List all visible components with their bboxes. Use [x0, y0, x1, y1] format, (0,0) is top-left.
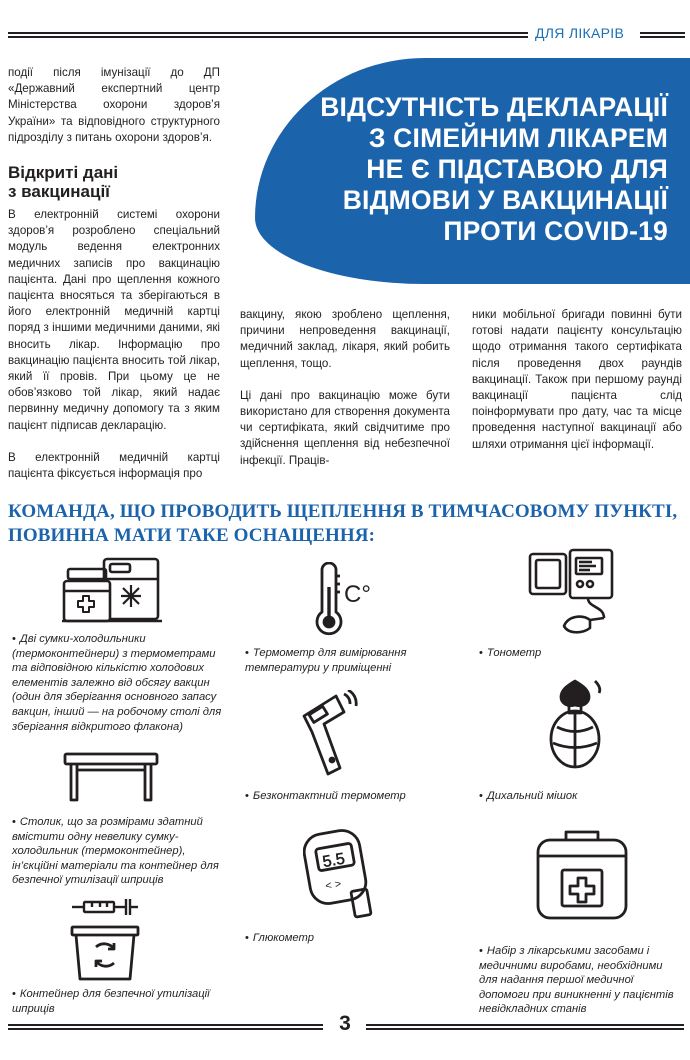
equipment-item-table [12, 815, 222, 888]
item-text: Безконтактний термометр [252, 790, 406, 802]
equipment-heading [8, 500, 688, 548]
column-1 [8, 65, 220, 482]
first-aid-kit-icon [536, 830, 628, 922]
sharps-container-icon [70, 925, 140, 981]
glucometer-icon [303, 828, 383, 920]
bullet: • [12, 633, 16, 645]
section-label: ДЛЯ ЛІКАРІВ [535, 25, 625, 41]
page-number: 3 [339, 1012, 351, 1035]
paragraph: ники мобільної бригади повинні бути готові надати пацієнту консультацію щодо отримання такого сертифіката після проведення двох раундів вакцинації. Також при першому раунді вакцинації пацієнта слід поінформувати про дату, час та місце проведення наступної вакцинації або шляхи отримання цієї інформації. [472, 308, 682, 451]
heading-line: КОМАНДА, ЩО ПРОВОДИТЬ ЩЕПЛЕННЯ В ТИМЧАСОВОМУ ПУНКТІ, [8, 501, 678, 522]
paragraph: вакцину, якою зроблено щеплення, причини непроведення вакцинації, медичний заклад, лікаря, який робить щеплення, тощо. [240, 308, 450, 370]
bullet: • [245, 932, 249, 944]
header-rule-right [640, 32, 685, 38]
paragraph: В електронній медичній картці пацієнта фіксується інформація про [8, 450, 220, 481]
column-2 [240, 307, 450, 469]
bullet: • [12, 816, 16, 828]
equipment-item-breathing-bag [479, 789, 679, 804]
tonometer-icon [528, 548, 618, 636]
item-text: Контейнер для безпечної утилізації шприців [12, 988, 210, 1015]
equipment-item-coolers [12, 632, 222, 734]
banner-line: З СІМЕЙНИМ ЛІКАРЕМ [368, 123, 668, 153]
item-text: Набір з лікарськими засобами і медичними виробами, необхідними для надання першої медичної допомоги при виникненні у пацієнтів невідкладних станів [479, 945, 674, 1016]
heading-line: з вакцинації [8, 182, 110, 202]
bullet: • [245, 790, 249, 802]
item-text: Глюкометр [252, 932, 314, 944]
section-heading [8, 163, 220, 201]
paragraph: В електронній системі охорони здоров’я розроблено спеціальний модуль ведення електронних медичних записів про вакцинацію пацієнта. Дані про щеплення кожного пацієнта вносяться та зберігаються в його електронній медичній картці поряд з іншими медичними даними, які вносить лікар. Інформацію про вакцинацію пацієнта вносить той лікар, який її провів. При цьому це не обов’язково той лікар, який надає первинну медичну допомогу та з яким пацієнт підписав декларацію. [8, 208, 220, 432]
item-text: Дві сумки-холодильники (термоконтейнери) з термометрами та відповідною кількістю холодових елементів залежно від обсягу вакцин (один для зберігання основного запасу вакцин, інший — на робочому столі для зберігання відкритого флакона) [12, 633, 222, 733]
bullet: • [245, 647, 249, 659]
header-rule-left [8, 32, 528, 38]
cooler-bags-icon [62, 557, 162, 623]
bullet: • [12, 988, 16, 1000]
banner-line: ВІДСУТНІСТЬ ДЕКЛАРАЦІЇ [320, 92, 668, 122]
bullet: • [479, 945, 483, 957]
equipment-item-ir-thermometer [245, 789, 455, 804]
bullet: • [479, 790, 483, 802]
paragraph: Ці дані про вакцинацію може бути використано для створення документа чи сертифіката, який свідчитиме про здійснення щеплення від небезпечної інфекції. Праців- [240, 388, 450, 467]
equipment-item-room-thermometer [245, 646, 455, 675]
banner-line: ПРОТИ COVID-19 [443, 216, 668, 246]
equipment-item-sharps [12, 987, 222, 1016]
thermometer-unit: C° [344, 581, 371, 608]
item-text: Тонометр [486, 647, 542, 659]
footer-rule-right [366, 1024, 684, 1030]
equipment-item-first-aid [479, 944, 684, 1017]
heading-line: ПОВИННА МАТИ ТАКЕ ОСНАЩЕННЯ: [8, 525, 376, 546]
equipment-item-tonometer [479, 646, 679, 661]
table-icon [63, 752, 159, 802]
banner-line: НЕ Є ПІДСТАВОЮ ДЛЯ [366, 154, 668, 184]
banner-title [248, 92, 668, 247]
thermometer-icon [310, 562, 380, 638]
breathing-bag-icon [545, 677, 605, 777]
item-text: Термометр для вимірювання температури у приміщенні [245, 647, 407, 674]
column-3 [472, 307, 682, 453]
item-text: Столик, що за розмірами здатний вмістити одну невелику сумку-холодильник (термоконтейнер), ін’єкційні матеріали та контейнер для безпечної утилізації шприців [12, 816, 219, 887]
equipment-item-glucometer [245, 931, 455, 946]
footer-rule-left [8, 1024, 323, 1030]
heading-line: Відкриті дані [8, 163, 119, 183]
item-text: Дихальний мішок [486, 790, 578, 802]
infrared-thermometer-icon [300, 690, 360, 780]
intro-text: події після імунізації до ДП «Державний експертний центр Міністерства охорони здоров’я України» та відповідного структурного підрозділу з питань охорони здоров’я. [8, 66, 220, 144]
bullet: • [479, 647, 483, 659]
syringe-icon [70, 896, 140, 918]
banner-line: ВІДМОВИ У ВАКЦИНАЦІЇ [342, 185, 668, 215]
glucometer-buttons: < > [324, 878, 343, 893]
glucometer-reading: 5.5 [321, 850, 347, 872]
